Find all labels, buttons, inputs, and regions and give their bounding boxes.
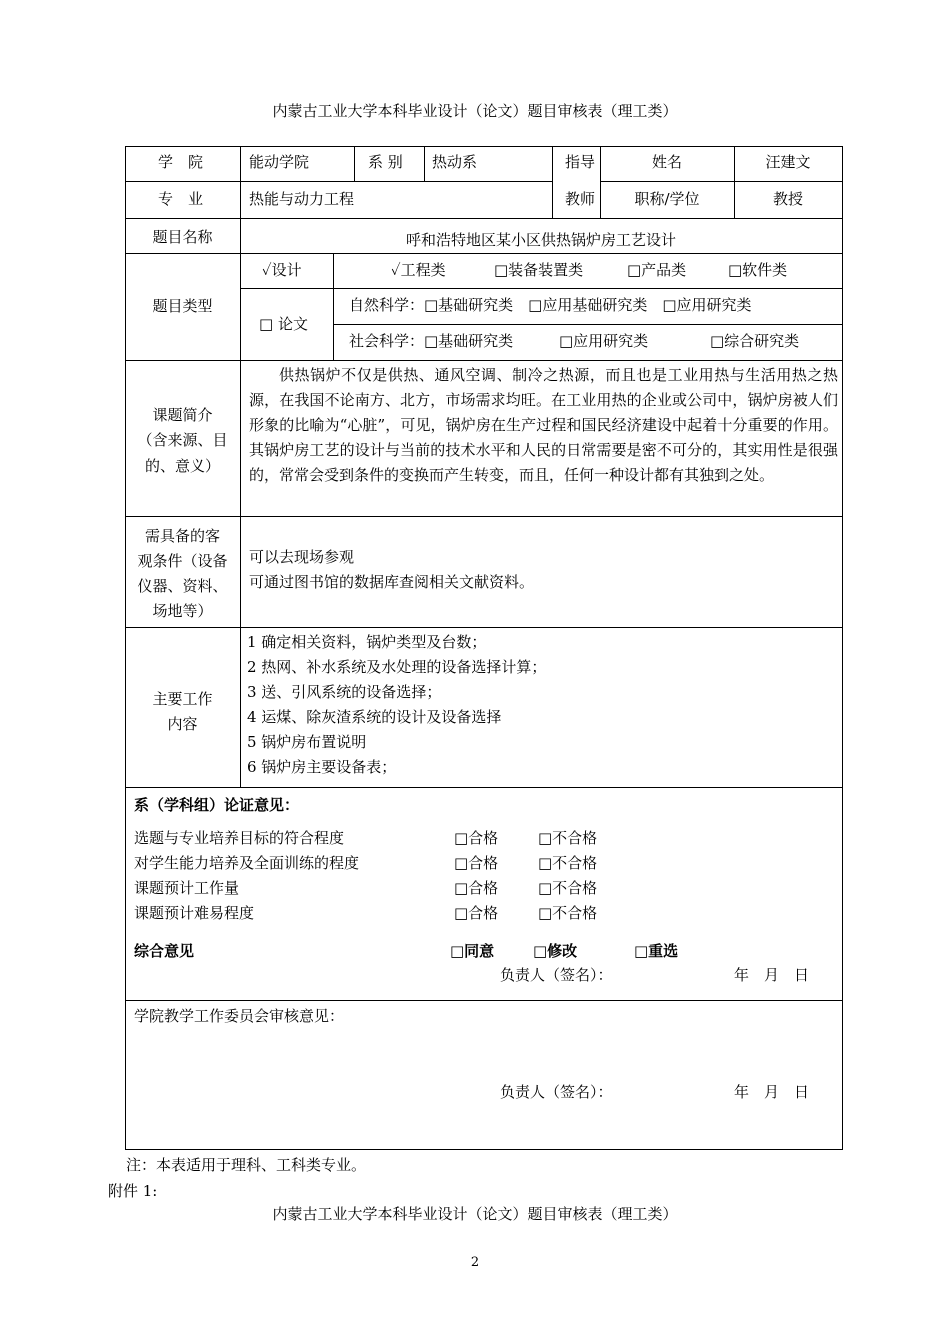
- topic-value: 呼和浩特地区某小区供热锅炉房工艺设计: [405, 231, 676, 249]
- work-label-2: 内容: [167, 715, 198, 733]
- type-design-checkbox[interactable]: ✓设计: [262, 261, 302, 279]
- intro-label-2: （含来源、目: [137, 431, 228, 449]
- advisor-label-2: 教师: [565, 190, 596, 208]
- dept-opinion-heading: 系（学科组）论证意见：: [134, 796, 300, 814]
- rank-value: 教授: [772, 190, 803, 208]
- name-value: 汪建文: [765, 153, 811, 171]
- type-label: 题目类型: [152, 297, 213, 315]
- criterion-pass-checkbox[interactable]: □合格: [454, 829, 499, 847]
- type-equipment-checkbox[interactable]: □装备装置类: [494, 261, 584, 279]
- form-title: 内蒙古工业大学本科毕业设计（论文）题目审核表（理工类）: [272, 102, 678, 120]
- work-item: 1 确定相关资料，锅炉类型及台数；: [247, 633, 487, 651]
- dept-value: 热动系: [432, 153, 478, 171]
- work-item: 4 运煤、除灰渣系统的设计及设备选择: [247, 708, 502, 726]
- type-social-applied-checkbox[interactable]: □应用研究类: [559, 332, 649, 350]
- overall-opinion-label: 综合意见: [134, 942, 195, 960]
- advisor-label-1: 指导: [565, 153, 596, 171]
- type-software-checkbox[interactable]: □软件类: [728, 261, 788, 279]
- attachment-label: 附件 1:: [108, 1182, 158, 1200]
- work-item: 6 锅炉房主要设备表；: [247, 758, 397, 776]
- criterion-fail-checkbox[interactable]: □不合格: [538, 879, 598, 897]
- college-label: 学 院: [158, 153, 204, 171]
- committee-heading: 学院教学工作委员会审核意见：: [134, 1007, 345, 1025]
- conditions-label-1: 需具备的客: [144, 527, 220, 545]
- intro-label-3: 的、意义）: [144, 457, 220, 475]
- criterion-label: 对学生能力培养及全面训练的程度: [134, 854, 360, 872]
- type-engineering-checkbox[interactable]: ✓工程类: [391, 261, 446, 279]
- work-list: [247, 630, 546, 780]
- committee-signer-label: 负责人（签名）：: [500, 1083, 613, 1101]
- conditions-label-4: 场地等）: [152, 602, 213, 620]
- major-value: 热能与动力工程: [249, 190, 355, 208]
- rank-label: 职称/学位: [634, 190, 700, 208]
- modify-checkbox[interactable]: □修改: [533, 942, 578, 960]
- intro-text: 供热锅炉不仅是供热、通风空调、制冷之热源，而且也是工业用热与生活用热之热源，在我国不论南方、北方，市场需求均旺。在工业用热的企业或公司中，锅炉房被人们形象的比喻为“心脏”，可见，锅炉房在生产过程和国民经济建设中起着十分重要的作用。其锅炉房工艺的设计与当前的技术水平和人民的日常需要是密不可分的，其实用性是很强的，常常会受到条件的变换而产生转变，而且，任何一种设计都有其独到之处。: [249, 366, 838, 484]
- form-title-repeat: 内蒙古工业大学本科毕业设计（论文）题目审核表（理工类）: [272, 1205, 678, 1223]
- committee-date-label: 年 月 日: [734, 1083, 810, 1101]
- agree-checkbox[interactable]: □同意: [450, 942, 495, 960]
- criterion-pass-checkbox[interactable]: □合格: [454, 904, 499, 922]
- type-thesis-checkbox[interactable]: □ 论文: [259, 315, 308, 333]
- type-product-checkbox[interactable]: □产品类: [627, 261, 687, 279]
- criterion-label: 课题预计难易程度: [134, 904, 255, 922]
- type-social-science: 社会科学：□基础研究类: [349, 332, 514, 350]
- work-item: 5 锅炉房布置说明: [247, 733, 367, 751]
- criterion-label: 选题与专业培养目标的符合程度: [134, 829, 345, 847]
- work-item: 2 热网、补水系统及水处理的设备选择计算；: [247, 658, 547, 676]
- conditions-line-2: 可通过图书馆的数据库查阅相关文献资料。: [249, 573, 535, 591]
- reselect-checkbox[interactable]: □重选: [634, 942, 679, 960]
- table-note: 注：本表适用于理科、工科类专业。: [126, 1156, 367, 1174]
- dept-signer-label: 负责人（签名）：: [500, 966, 613, 984]
- criterion-pass-checkbox[interactable]: □合格: [454, 879, 499, 897]
- work-label-1: 主要工作: [152, 690, 213, 708]
- dept-label: 系 别: [368, 153, 403, 171]
- page-number: 2: [470, 1255, 480, 1270]
- name-label: 姓名: [651, 153, 682, 171]
- criterion-fail-checkbox[interactable]: □不合格: [538, 854, 598, 872]
- type-social-comprehensive-checkbox[interactable]: □综合研究类: [710, 332, 800, 350]
- topic-label: 题目名称: [152, 228, 213, 246]
- college-value: 能动学院: [249, 153, 310, 171]
- dept-date-label: 年 月 日: [734, 966, 810, 984]
- major-label: 专 业: [158, 190, 204, 208]
- criterion-pass-checkbox[interactable]: □合格: [454, 854, 499, 872]
- work-item: 3 送、引风系统的设备选择；: [247, 683, 442, 701]
- criterion-fail-checkbox[interactable]: □不合格: [538, 904, 598, 922]
- criterion-label: 课题预计工作量: [134, 879, 240, 897]
- type-natural-science: 自然科学：□基础研究类 □应用基础研究类 □应用研究类: [349, 296, 752, 314]
- criterion-fail-checkbox[interactable]: □不合格: [538, 829, 598, 847]
- conditions-label-2: 观条件（设备: [137, 552, 228, 570]
- intro-label-1: 课题简介: [152, 406, 213, 424]
- conditions-label-3: 仪器、资料、: [137, 577, 228, 595]
- conditions-line-1: 可以去现场参观: [249, 548, 355, 566]
